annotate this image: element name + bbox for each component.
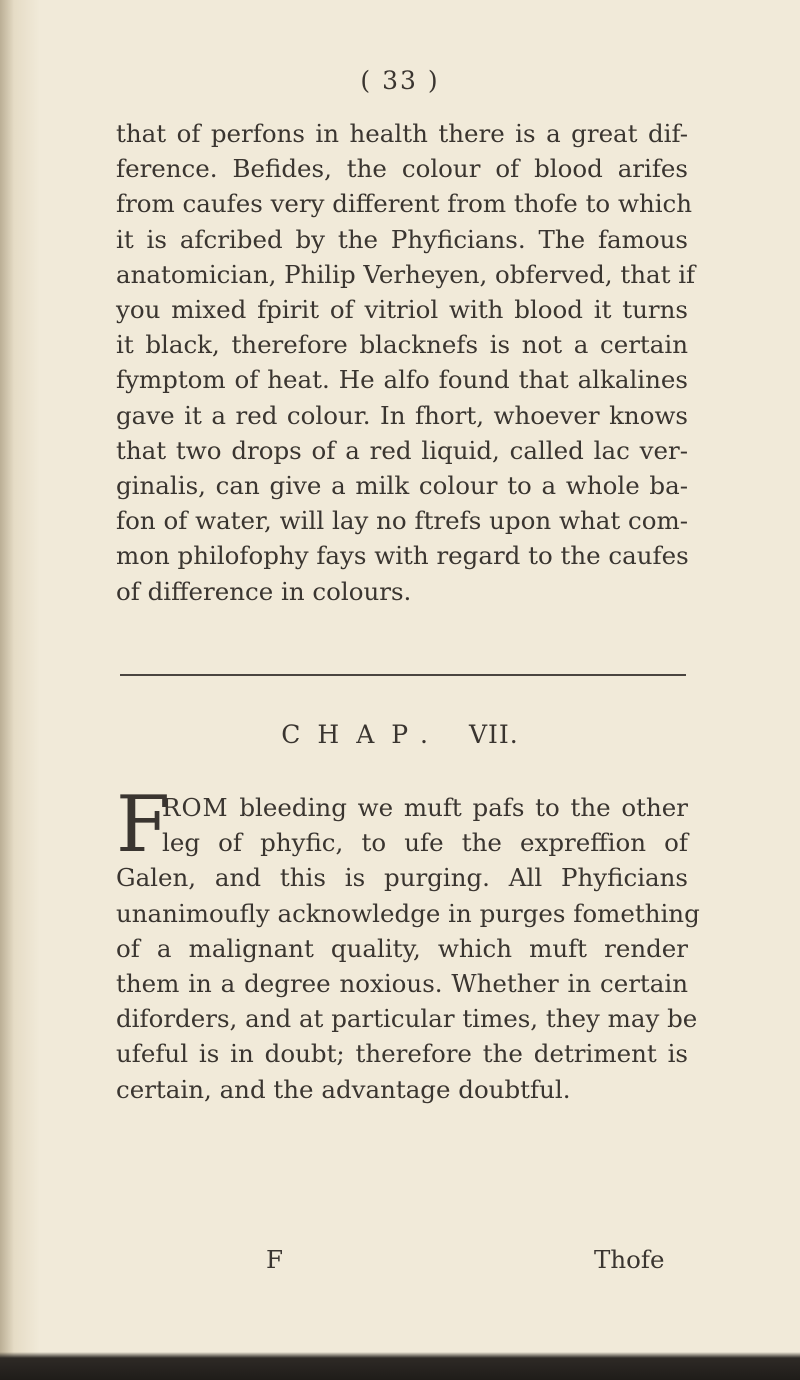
signature-mark: F	[266, 1245, 283, 1274]
text-line: ufeful is in doubt; therefore the detriment is	[116, 1039, 688, 1069]
text-line	[116, 790, 688, 825]
paragraph-continuation	[116, 116, 696, 609]
text-line: it black, therefore blacknefs is not a certain	[116, 330, 688, 360]
gutter-shadow	[0, 0, 14, 1380]
text-line-rest: bleeding we muft pafs to the other	[228, 793, 688, 822]
drop-cap: F	[116, 780, 171, 870]
text-line: that two drops of a red liquid, called lac ver-	[116, 435, 688, 465]
text-line: of difference in colours.	[116, 576, 412, 606]
catchword: Thofe	[594, 1245, 665, 1274]
text-line: anatomician, Philip Verheyen, obferved, that if	[116, 259, 696, 289]
text-line: unanimoufly acknowledge in purges fomething	[116, 898, 700, 928]
first-word-smallcaps: ROM	[162, 793, 229, 822]
chapter-label: CHAP.	[281, 720, 445, 749]
text-line: fymptom of heat. He alfo found that alkalines	[116, 365, 688, 395]
text-line: them in a degree noxious. Whether in certain	[116, 969, 688, 999]
text-line: that of perfons in health there is a great dif-	[116, 119, 688, 148]
text-line: Galen, and this is purging. All Phyficians	[116, 863, 688, 893]
section-divider-rule	[120, 674, 686, 676]
text-line: from caufes very different from thofe to which	[116, 189, 693, 219]
page-number: ( 33 )	[360, 66, 440, 95]
text-line: you mixed fpirit of vitriol with blood it turns	[116, 295, 688, 325]
scan-edge-shadow	[0, 1352, 800, 1380]
chapter-heading	[0, 720, 800, 749]
text-line: of a malignant quality, which muft render	[116, 933, 688, 963]
text-line: diforders, and at particular times, they may be	[116, 1004, 698, 1034]
text-line: leg of phyfic, to ufe the expreffion of	[162, 828, 688, 858]
chapter-numeral: VII.	[468, 720, 519, 749]
text-line: fon of water, will lay no ftrefs upon what com-	[116, 506, 688, 536]
text-line: it is afcribed by the Phyficians. The famous	[116, 224, 688, 254]
text-line: mon philofophy fays with regard to the caufes	[116, 541, 689, 571]
text-line: ference. Befides, the colour of blood arifes	[116, 154, 688, 184]
chapter-paragraph	[116, 780, 700, 1107]
text-line: certain, and the advantage doubtful.	[116, 1074, 571, 1104]
text-line: ginalis, can give a milk colour to a whole ba-	[116, 471, 688, 501]
text-line: gave it a red colour. In fhort, whoever knows	[116, 400, 688, 430]
